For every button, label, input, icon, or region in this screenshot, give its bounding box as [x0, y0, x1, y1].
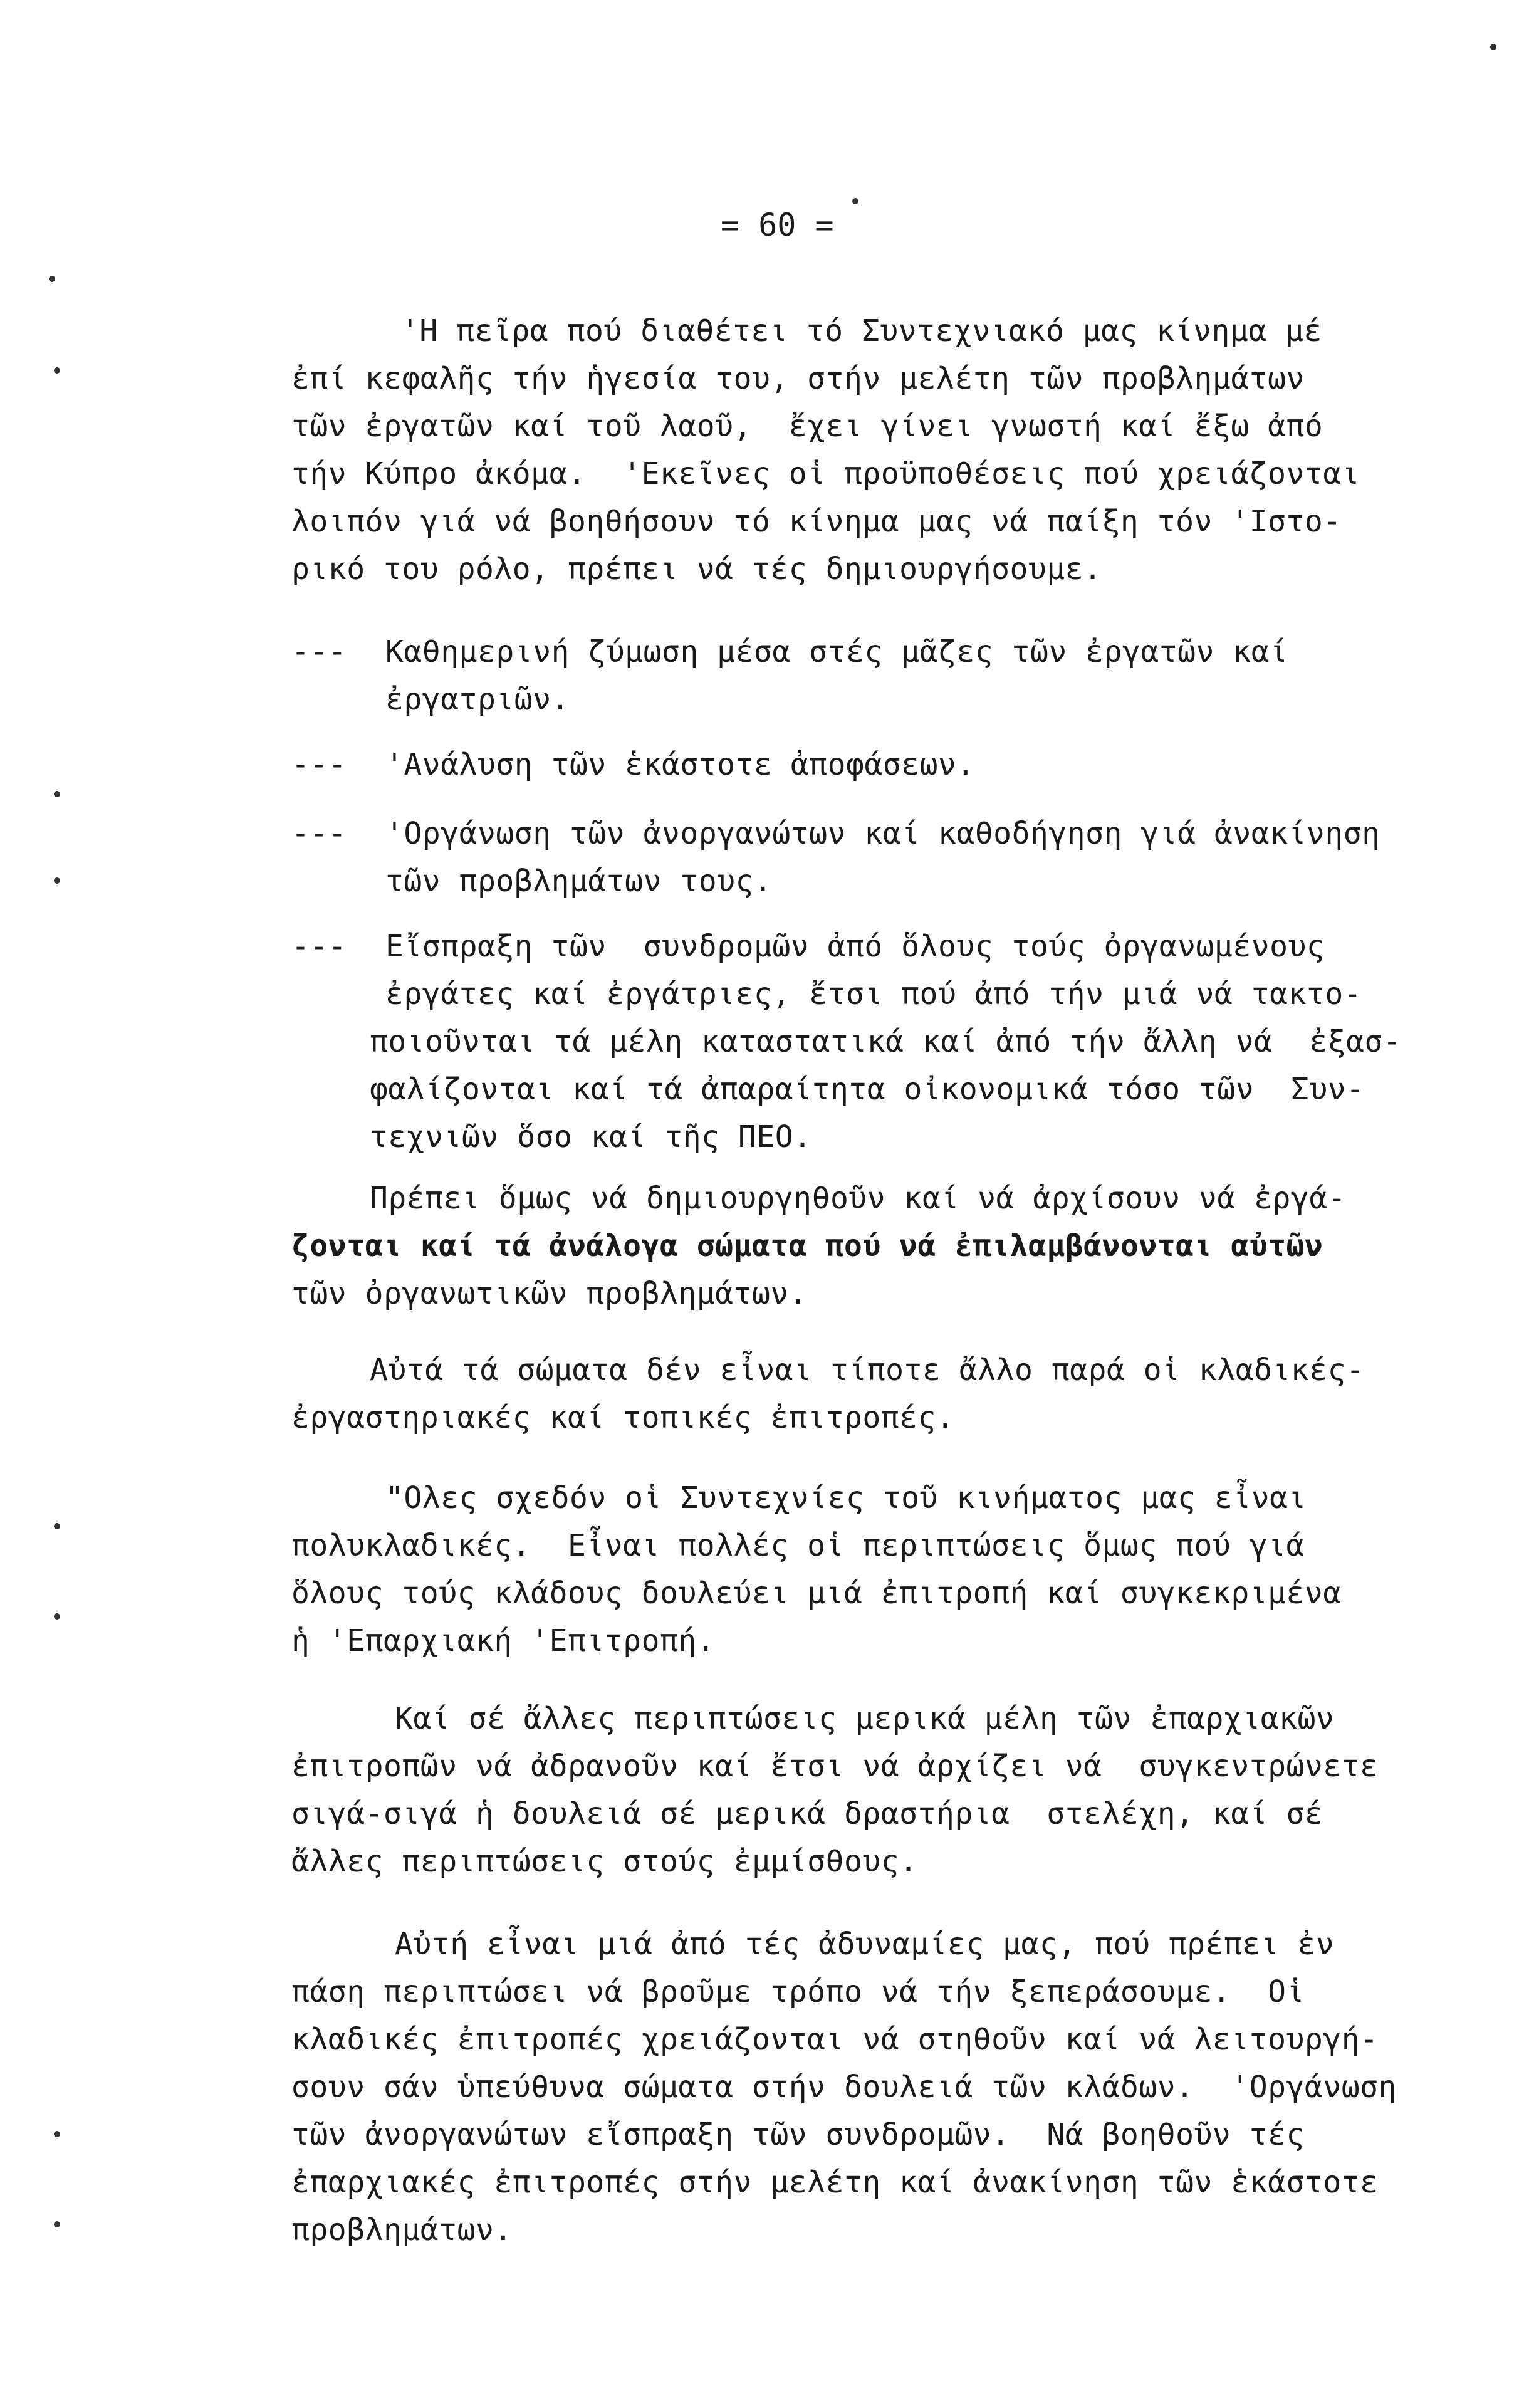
p6-line-6: ἐπαρχιακές ἐπιτροπές στήν μελέτη καί ἀνακίνηση τῶν ἑκάστοτε [291, 2165, 1379, 2200]
p4-line-2: πολυκλαδικές. Εἶναι πολλές οἱ περιπτώσεις ὅμως πού γιά [291, 1528, 1305, 1563]
p3-line-2: ἐργαστηριακές καί τοπικές ἐπιτροπές. [291, 1400, 955, 1435]
p1-line-5: λοιπόν γιά νά βοηθήσουν τό κίνημα μας νά παίξη τόν 'Ιστο- [291, 504, 1342, 539]
scan-speck [54, 2221, 60, 2227]
list-item-2-line-1: 'Ανάλυση τῶν ἑκάστοτε ἀποφάσεων. [385, 747, 975, 782]
scan-speck [1490, 44, 1496, 50]
list-item-1-line-1: Καθημερινή ζύμωση μέσα στές μᾶζες τῶν ἐργατῶν καί [385, 634, 1288, 669]
page-number: = 60 = [721, 207, 834, 243]
p1-line-6: ρικό του ρόλο, πρέπει νά τές δημιουργήσουμε. [291, 552, 1102, 587]
p4-line-1: "Ολες σχεδόν οἱ Συντεχνίες τοῦ κινήματος μας εἶναι [385, 1480, 1307, 1515]
p2-line-1: Πρέπει ὅμως νά δημιουργηθοῦν καί νά ἀρχίσουν νά ἐργά- [370, 1181, 1347, 1216]
list-item-3-line-2: τῶν προβλημάτων τους. [385, 864, 773, 899]
p4-line-4: ἡ 'Επαρχιακή 'Επιτροπή. [291, 1623, 716, 1658]
p6-line-1: Αὐτή εἶναι μιά ἀπό τές ἀδυναμίες μας, πού πρέπει ἐν [395, 1927, 1335, 1962]
p5-line-3: σιγά-σιγά ἡ δουλειά σέ μερικά δραστήρια στελέχη, καί σέ [291, 1796, 1323, 1831]
list-dash-1: --- [291, 634, 347, 669]
p6-line-7: προβλημάτων. [291, 2212, 513, 2248]
list-dash-4: --- [291, 929, 347, 964]
list-dash-2: --- [291, 747, 347, 782]
scan-speck [54, 2131, 60, 2137]
list-item-3-line-1: 'Οργάνωση τῶν ἀνοργανώτων καί καθοδήγηση γιά ἀνακίνηση [385, 816, 1380, 851]
p3-line-1: Αὐτά τά σώματα δέν εἶναι τίποτε ἄλλο παρά οἱ κλαδικές- [370, 1353, 1365, 1388]
list-item-4-line-1: Εἴσπραξη τῶν συνδρομῶν ἀπό ὅλους τούς ὀργανωμένους [385, 929, 1325, 964]
p6-line-4: σουν σάν ὑπεύθυνα σώματα στήν δουλειά τῶν κλάδων. 'Οργάνωση [291, 2070, 1397, 2105]
p1-line-3: τῶν ἐργατῶν καί τοῦ λαοῦ, ἔχει γίνει γνωστή καί ἔξω ἀπό [291, 409, 1323, 444]
p6-line-5: τῶν ἀνοργανώτων εἴσπραξη τῶν συνδρομῶν. Νά βοηθοῦν τές [291, 2117, 1305, 2152]
p5-line-2: ἐπιτροπῶν νά ἀδρανοῦν καί ἔτσι νά ἀρχίζει νά συγκεντρώνετε [291, 1749, 1379, 1784]
p5-line-4: ἄλλες περιπτώσεις στούς ἐμμίσθους. [291, 1844, 918, 1879]
p2-line-2: ζονται καί τά ἀνάλογα σώματα πού νά ἐπιλαμβάνονται αὐτῶν [291, 1228, 1323, 1264]
list-item-4-line-5: τεχνιῶν ὅσο καί τῆς ΠΕΟ. [370, 1119, 812, 1154]
p2-line-3: τῶν ὀργανωτικῶν προβλημάτων. [291, 1276, 808, 1311]
scan-speck [54, 877, 60, 884]
p4-line-3: ὅλους τούς κλάδους δουλεύει μιά ἐπιτροπή καί συγκεκριμένα [291, 1576, 1342, 1611]
scan-speck [54, 791, 60, 797]
p1-line-1: 'Η πεῖρα πού διαθέτει τό Συντεχνιακό μας κίνημα μέ [401, 313, 1322, 348]
scan-speck [49, 276, 55, 282]
list-item-4-line-3: ποιοῦνται τά μέλη καταστατικά καί ἀπό τήν ἄλλη νά ἐξασ- [370, 1024, 1402, 1059]
list-item-4-line-4: φαλίζονται καί τά ἀπαραίτητα οἰκονομικά τόσο τῶν Συν- [370, 1072, 1365, 1107]
scan-speck [54, 367, 60, 374]
list-dash-3: --- [291, 816, 347, 851]
list-item-1-line-2: ἐργατριῶν. [385, 682, 570, 717]
p5-line-1: Καί σέ ἄλλες περιπτώσεις μερικά μέλη τῶν ἐπαρχιακῶν [395, 1701, 1335, 1736]
p6-line-2: πάση περιπτώσει νά βροῦμε τρόπο νά τήν ξεπεράσουμε. Οἱ [291, 1974, 1305, 2009]
p6-line-3: κλαδικές ἐπιτροπές χρειάζονται νά στηθοῦν καί νά λειτουργή- [291, 2022, 1379, 2057]
p1-line-2: ἐπί κεφαλῆς τήν ἡγεσία του, στήν μελέτη τῶν προβλημάτων [291, 361, 1305, 396]
scan-speck [852, 198, 858, 204]
scan-speck [54, 1613, 60, 1620]
list-item-4-line-2: ἐργάτες καί ἐργάτριες, ἔτσι πού ἀπό τήν μιά νά τακτο- [385, 976, 1362, 1012]
p1-line-4: τήν Κύπρο ἀκόμα. 'Εκεῖνες οἱ προϋποθέσεις πού χρειάζονται [291, 456, 1360, 491]
scan-speck [54, 1523, 60, 1529]
